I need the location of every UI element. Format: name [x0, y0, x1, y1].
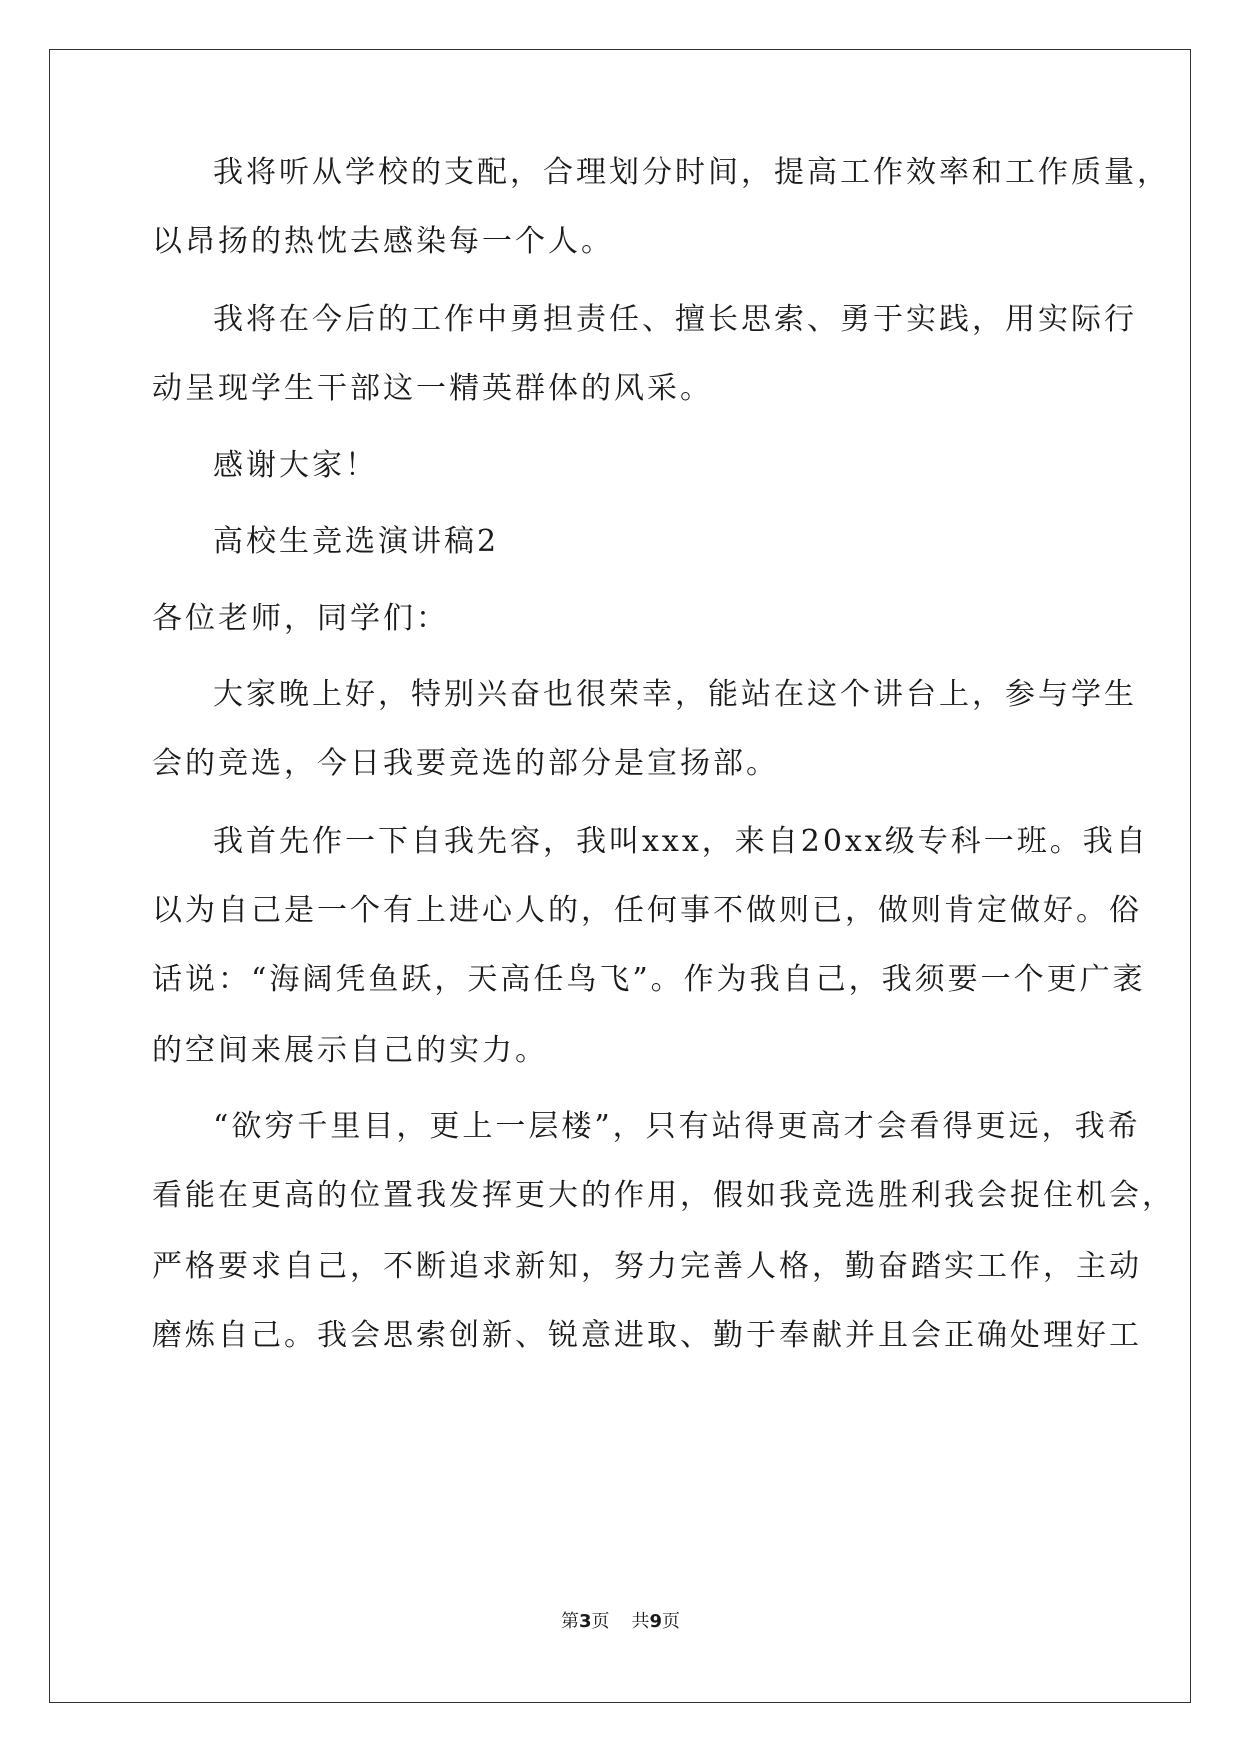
- footer-prefix: 第: [560, 1611, 579, 1632]
- text-line: 严格要求自己，不断追求新知，努力完善人格，勤奋踏实工作，主动: [152, 1249, 1142, 1284]
- text-line: 我将在今后的工作中勇担责任、擅长思索、勇于实践，用实际行: [213, 302, 1137, 337]
- text-line: 看能在更高的位置我发挥更大的作用，假如我竞选胜利我会捉住机会，: [152, 1178, 1175, 1213]
- page-footer: [0, 1610, 1241, 1634]
- text-line: “欲穷千里目，更上一层楼”，只有站得更高才会看得更远，我希: [213, 1109, 1141, 1144]
- text-line: 感谢大家！: [213, 448, 378, 483]
- text-line: 我将听从学校的支配，合理划分时间，提高工作效率和工作质量，: [213, 155, 1170, 190]
- text-line: 我首先作一下自我先容，我叫xxx，来自20xx级专科一班。我自: [213, 824, 1149, 859]
- page-border: [49, 49, 1191, 1703]
- section-title: 高校生竞选演讲稿2: [213, 524, 500, 559]
- footer-page-suffix: 页: [591, 1611, 610, 1632]
- current-page-number: 3: [578, 1611, 592, 1632]
- total-pages-number: 9: [649, 1611, 663, 1632]
- text-line: 磨炼自己。我会思索创新、锐意进取、勤于奉献并且会正确处理好工: [152, 1318, 1142, 1353]
- text-line: 动呈现学生干部这一精英群体的风采。: [152, 371, 713, 406]
- footer-total-suffix: 页: [662, 1611, 681, 1632]
- footer-total-prefix: 共: [631, 1611, 650, 1632]
- salutation: 各位老师，同学们：: [152, 601, 449, 636]
- text-line: 会的竞选，今日我要竞选的部分是宣扬部。: [152, 746, 779, 781]
- text-line: 大家晚上好，特别兴奋也很荣幸，能站在这个讲台上，参与学生: [213, 677, 1137, 712]
- text-line: 以为自己是一个有上进心人的，任何事不做则已，做则肯定做好。俗: [152, 893, 1142, 928]
- text-line: 话说：“海阔凭鱼跃，天高任鸟飞”。作为我自己，我须要一个更广袤: [152, 962, 1146, 997]
- text-line: 以昂扬的热忱去感染每一个人。: [152, 224, 614, 259]
- text-line: 的空间来展示自己的实力。: [152, 1033, 548, 1068]
